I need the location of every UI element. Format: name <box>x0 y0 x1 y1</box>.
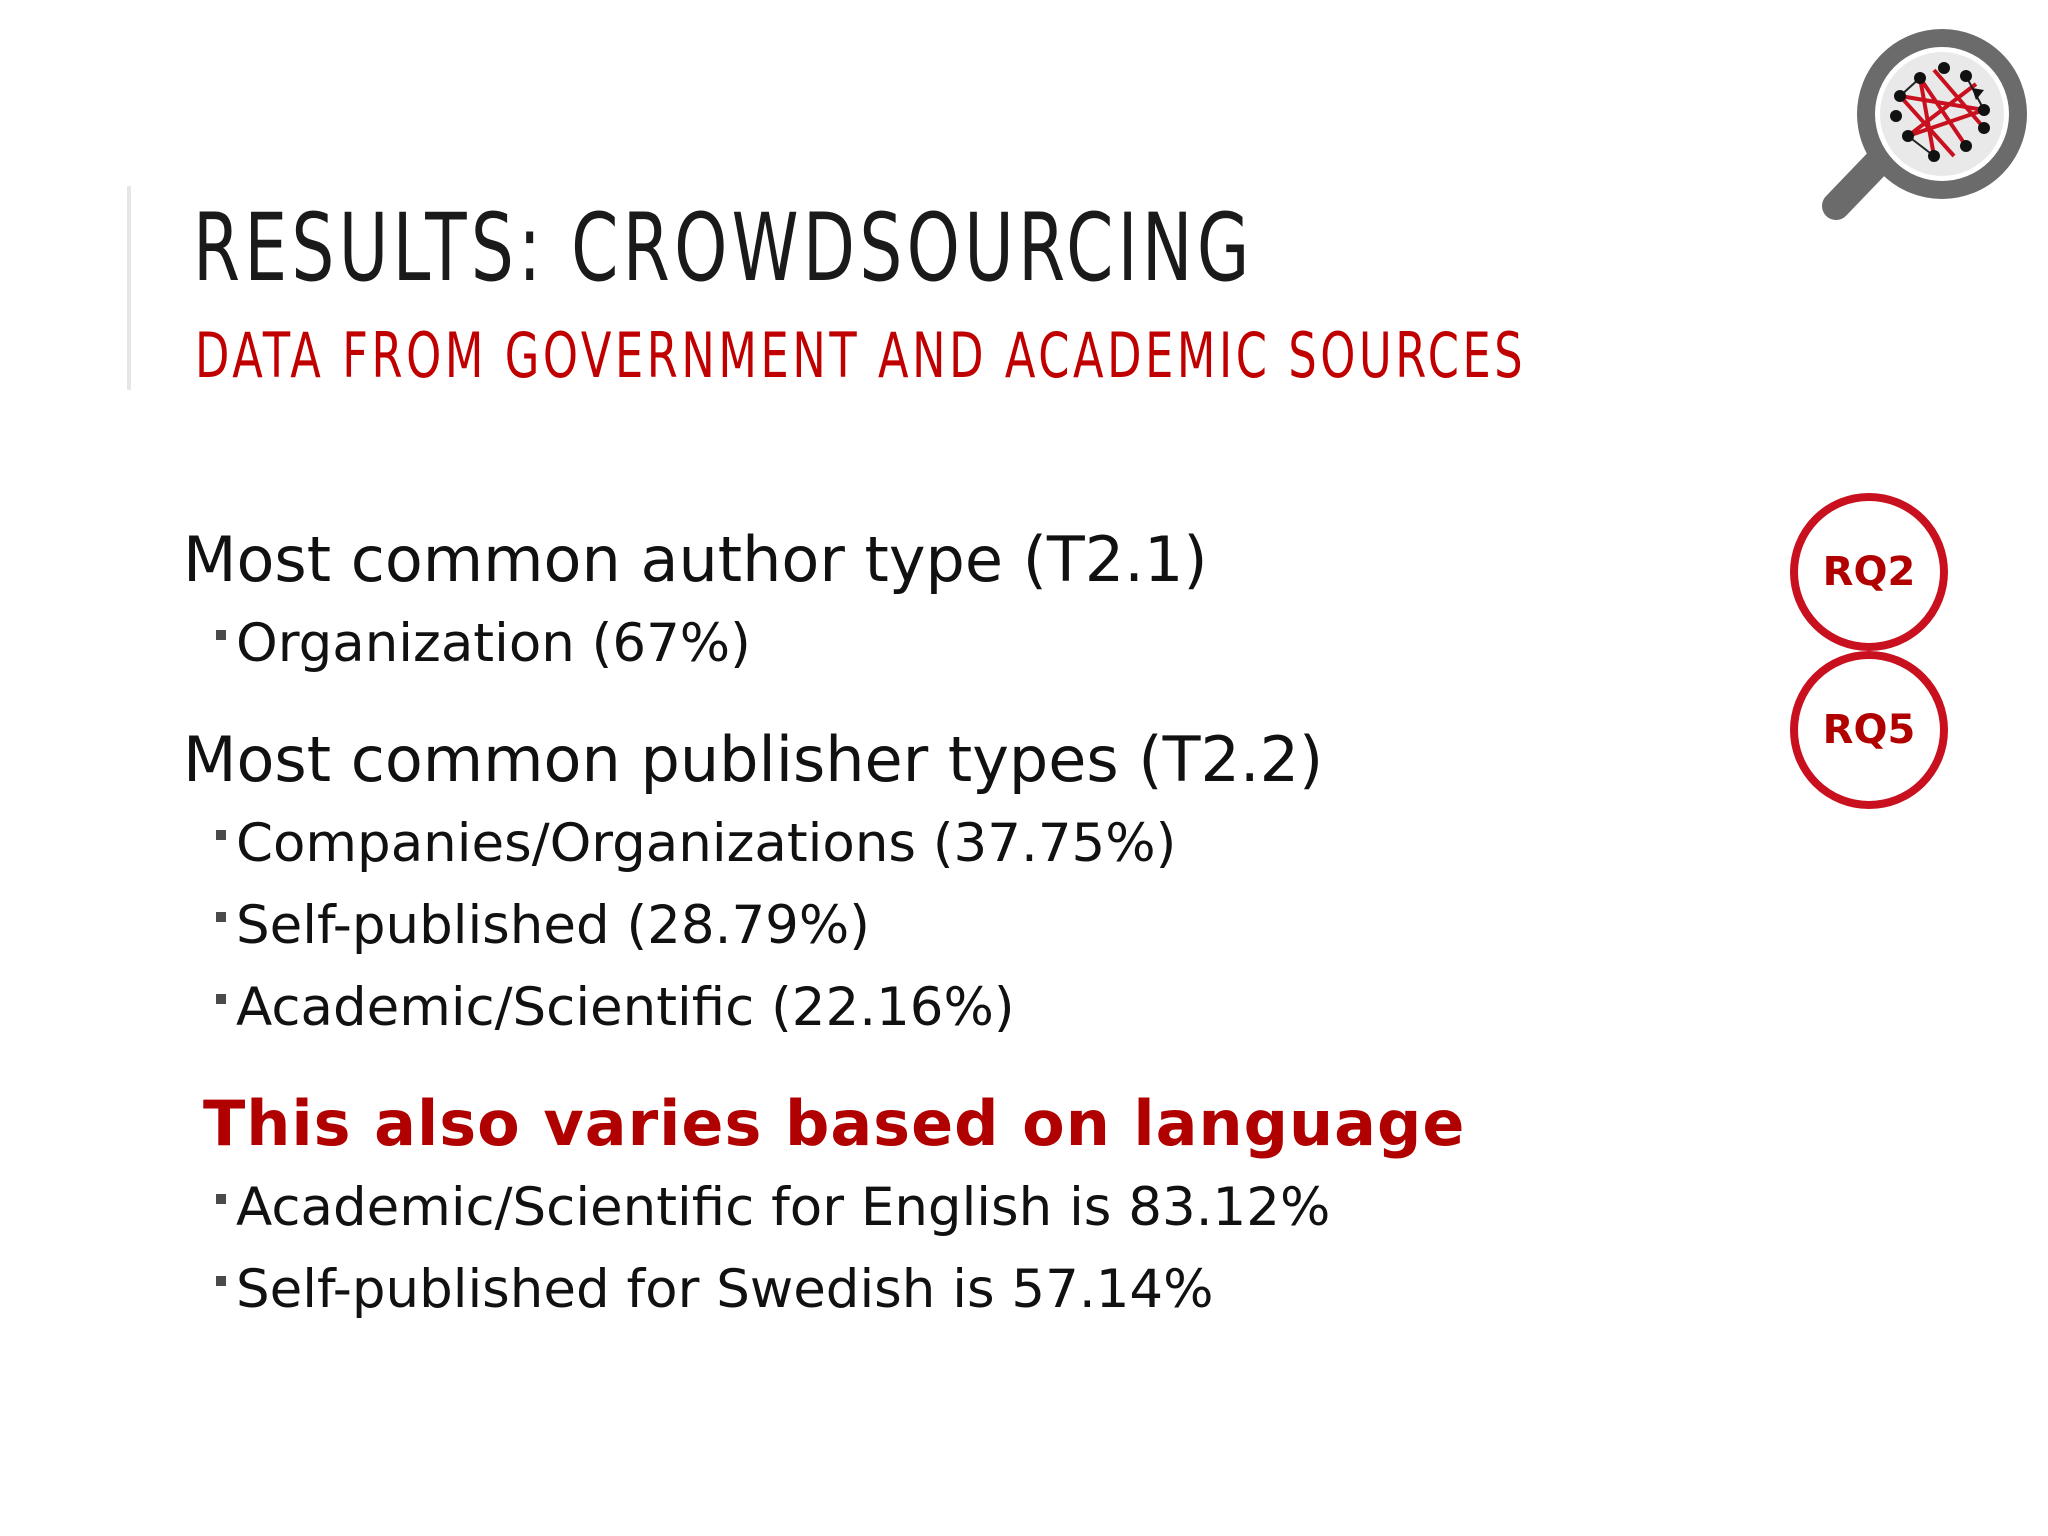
square-bullet-icon <box>216 630 226 640</box>
list-item: Self-published for Swedish is 57.14% <box>216 1258 1214 1326</box>
rq5-badge <box>1790 651 1948 809</box>
rq2-badge <box>1790 493 1948 651</box>
square-bullet-icon <box>216 912 226 922</box>
section-heading-author-type: Most common author type (T2.1) <box>183 523 1208 596</box>
square-bullet-icon <box>216 1194 226 1204</box>
square-bullet-icon <box>216 1276 226 1286</box>
section-heading-language-note: This also varies based on language <box>203 1087 1466 1160</box>
list-item: Academic/Scientific for English is 83.12% <box>216 1176 1330 1244</box>
slide-subtitle: DATA FROM GOVERNMENT AND ACADEMIC SOURCES <box>195 319 1527 392</box>
section-heading-publisher-types: Most common publisher types (T2.2) <box>183 723 1324 796</box>
square-bullet-icon <box>216 830 226 840</box>
list-item: Organization (67%) <box>216 612 751 680</box>
list-item: Companies/Organizations (37.75%) <box>216 812 1176 880</box>
rq5-badge-label: RQ5 <box>1822 707 1916 753</box>
list-item: Academic/Scientific (22.16%) <box>216 976 1015 1044</box>
rq2-badge-label: RQ2 <box>1822 549 1916 595</box>
square-bullet-icon <box>216 994 226 1004</box>
slide-title: RESULTS: CROWDSOURCING <box>193 194 1254 303</box>
list-item: Self-published (28.79%) <box>216 894 870 962</box>
